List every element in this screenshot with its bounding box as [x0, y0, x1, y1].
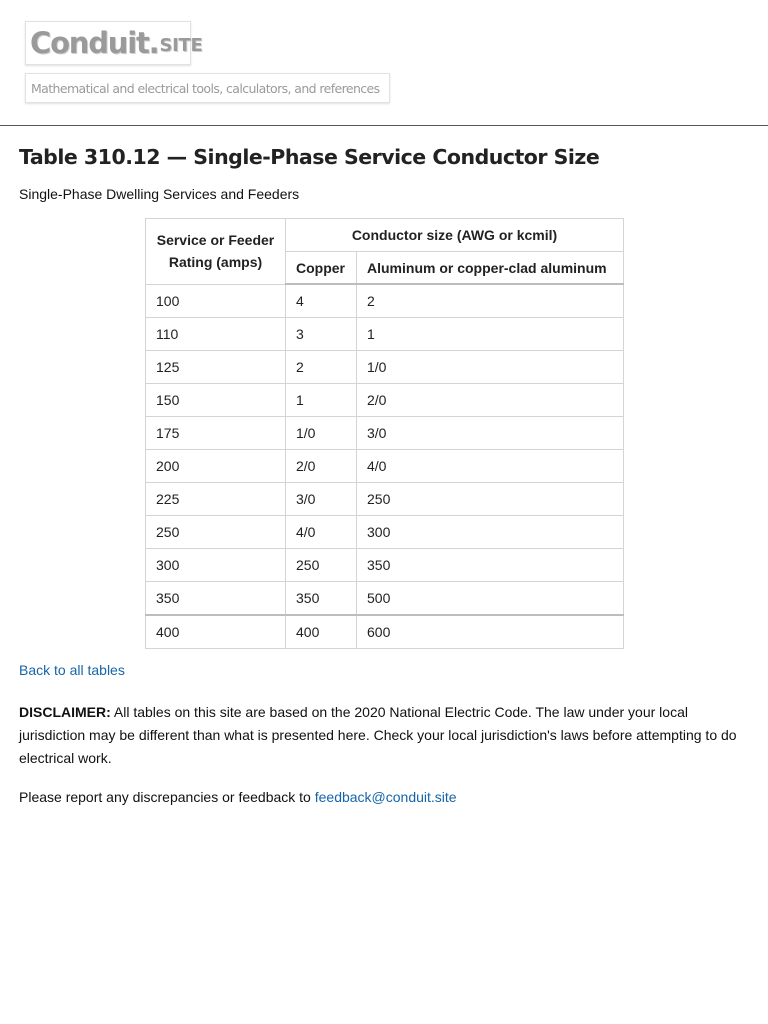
site-logo[interactable]: [25, 21, 203, 65]
feedback-text: Please report any discrepancies or feedback to: [19, 789, 315, 805]
cell-aluminum: 500: [357, 582, 624, 616]
cell-rating: 100: [146, 284, 286, 318]
header-conductor-size: Conductor size (AWG or kcmil): [286, 219, 624, 252]
page-subtitle: Single-Phase Dwelling Services and Feeders: [19, 186, 300, 202]
logo-wordmark: Conduit.: [30, 26, 159, 60]
cell-copper: 2/0: [286, 450, 357, 483]
cell-aluminum: 250: [357, 483, 624, 516]
cell-copper: 250: [286, 549, 357, 582]
cell-rating: 250: [146, 516, 286, 549]
table-row: [146, 417, 624, 450]
conductor-size-table: [145, 218, 624, 649]
header-rating-line2: Rating (amps): [168, 254, 263, 271]
cell-aluminum: 350: [357, 549, 624, 582]
disclaimer-text: All tables on this site are based on the 2020 National Electric Code. The law under your local jurisdiction may be different than what is presented here. Check your local jurisdiction's laws before attempting to do electrical work.: [19, 704, 737, 766]
cell-aluminum: 1/0: [357, 351, 624, 384]
feedback-email-link[interactable]: feedback@conduit.site: [314, 789, 457, 805]
cell-rating: 125: [146, 351, 286, 384]
cell-rating: 150: [146, 384, 286, 417]
cell-rating: 175: [146, 417, 286, 450]
cell-copper: 4: [286, 284, 357, 318]
table-row: [146, 450, 624, 483]
header-rating-line1: Service or Feeder: [156, 232, 275, 249]
cell-rating: 200: [146, 450, 286, 483]
header-rating: [146, 219, 286, 285]
disclaimer: [19, 701, 749, 770]
cell-aluminum: 2/0: [357, 384, 624, 417]
feedback-note: [19, 788, 749, 806]
table-row: [146, 516, 624, 549]
cell-rating: 225: [146, 483, 286, 516]
table-row: [146, 284, 624, 318]
cell-rating: 400: [146, 615, 286, 649]
table-row: [146, 384, 624, 417]
table-row: [146, 549, 624, 582]
cell-aluminum: 1: [357, 318, 624, 351]
cell-copper: 2: [286, 351, 357, 384]
cell-aluminum: 2: [357, 284, 624, 318]
cell-aluminum: 3/0: [357, 417, 624, 450]
logo-suffix: SITE: [159, 34, 203, 56]
cell-aluminum: 300: [357, 516, 624, 549]
cell-copper: 4/0: [286, 516, 357, 549]
table-row: [146, 318, 624, 351]
disclaimer-label: DISCLAIMER:: [19, 704, 111, 720]
table-row: [146, 483, 624, 516]
site-header: [0, 0, 768, 126]
header-aluminum: Aluminum or copper-clad aluminum: [357, 252, 624, 285]
site-tagline: Mathematical and electrical tools, calculators, and references: [31, 80, 380, 96]
cell-copper: 3: [286, 318, 357, 351]
cell-rating: 350: [146, 582, 286, 616]
cell-copper: 3/0: [286, 483, 357, 516]
cell-copper: 1/0: [286, 417, 357, 450]
cell-copper: 1: [286, 384, 357, 417]
header-copper: Copper: [286, 252, 357, 285]
table-row: [146, 351, 624, 384]
back-to-tables-link[interactable]: Back to all tables: [19, 662, 125, 678]
cell-copper: 400: [286, 615, 357, 649]
cell-aluminum: 4/0: [357, 450, 624, 483]
table-row: [146, 582, 624, 616]
table-row: [146, 615, 624, 649]
cell-aluminum: 600: [357, 615, 624, 649]
table-body: [146, 284, 624, 649]
page-title: Table 310.12 — Single-Phase Service Conductor Size: [19, 145, 600, 169]
cell-copper: 350: [286, 582, 357, 616]
cell-rating: 300: [146, 549, 286, 582]
site-tagline-box: [25, 73, 390, 103]
main-content: [0, 143, 768, 806]
cell-rating: 110: [146, 318, 286, 351]
